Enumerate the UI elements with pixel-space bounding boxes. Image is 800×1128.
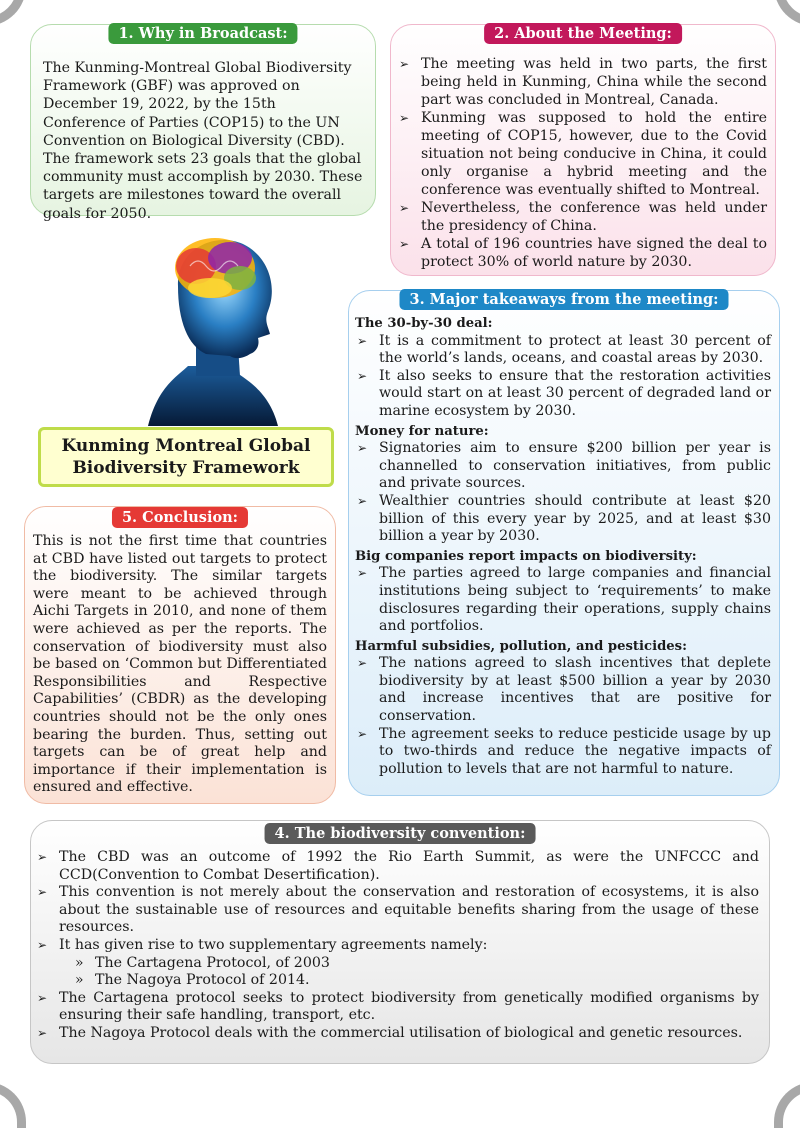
list-item: ➢ It has given rise to two supplementary agreements namely: [35,937,759,955]
bullet-list [355,655,771,778]
bullet-list [355,565,771,635]
subsection-title: Money for nature: [355,423,489,439]
sub-list-item: » The Cartagena Protocol, of 2003 [35,955,759,973]
bullet-list [397,55,767,271]
sub-list-container [35,955,759,990]
section-heading: 3. Major takeaways from the meeting: [400,289,729,310]
bullet-list [35,849,759,1043]
framework-title-line: Biodiversity Framework [72,458,300,478]
list-item: ➢ The agreement seeks to reduce pesticide usage by up to two-thirds and reduce the negative impacts of pollution to levels that are not harmful to nature. [355,726,771,779]
corner-ornament-top-right [774,0,800,26]
list-item: ➢ The parties agreed to large companies and financial institutions being subject to ‘requirements’ to make disclosures regarding their operations, supply chains and portfolios. [355,565,771,635]
section-heading: 1. Why in Broadcast: [108,23,297,44]
section-heading: 5. Conclusion: [112,507,248,528]
corner-ornament-bottom-right [774,1082,800,1128]
sub-bullet-list [35,955,759,990]
list-item: ➢ The meeting was held in two parts, the first being held in Kunming, China while the second part was concluded in Montreal, Canada. [397,55,767,109]
list-item: ➢ Signatories aim to ensure $200 billion per year is channelled to conservation initiatives, from public and private sources. [355,440,771,493]
list-item: ➢ Kunming was supposed to hold the entire meeting of COP15, however, due to the Covid situation not being conducive in China, it could only organise a hybrid meeting and the conference was eventually shifted to Montreal. [397,109,767,199]
subsection-title: Big companies report impacts on biodiversity: [355,548,697,564]
list-item: ➢ The Nagoya Protocol deals with the commercial utilisation of biological and genetic resources. [35,1025,759,1043]
list-item: ➢ A total of 196 countries have signed the deal to protect 30% of world nature by 2030. [397,235,767,271]
framework-title-line: Kunming Montreal Global [61,436,311,456]
corner-ornament-bottom-left [0,1082,26,1128]
corner-ornament-top-left [0,0,26,26]
section-heading: 4. The biodiversity convention: [265,823,536,844]
list-item: ➢ It is a commitment to protect at least 30 percent of the world’s lands, oceans, and coastal areas by 2030. [355,333,771,368]
section-text: This is not the first time that countries at CBD have listed out targets to protect the biodiversity. The similar targets were meant to be achieved through Aichi Targets in 2010, and none of them were achieved as per the reports. The conservation of biodiversity must also be based on ‘Common but Differentiated Responsibilities and Respective Capabilities’ (CBDR) as the developing countries should not be the only ones bearing the burden. Thus, setting out targets can be of great help and importance if their implementation is ensured and effective. [33,533,327,796]
section-why-in-broadcast [30,24,376,222]
bullet-list [355,440,771,546]
section-major-takeaways [348,290,780,796]
section-conclusion [24,506,336,804]
framework-title-box [38,427,334,487]
list-item: ➢ Wealthier countries should contribute at least $20 billion of this every year by 2025, and at least $30 billion a year by 2030. [355,493,771,546]
list-item: ➢ It also seeks to ensure that the restoration activities would start on at least 30 percent of degraded land or marine ecosystem by 2030. [355,368,771,421]
list-item: ➢ The nations agreed to slash incentives that deplete biodiversity by at least $500 billion a year by 2030 and increase incentives that are positive for conservation. [355,655,771,725]
bullet-list [355,333,771,421]
section-heading: 2. About the Meeting: [484,23,682,44]
sub-list-item: » The Nagoya Protocol of 2014. [35,972,759,990]
section-about-the-meeting [390,24,776,276]
section-biodiversity-convention [30,820,770,1064]
list-item: ➢ This convention is not merely about the conservation and restoration of ecosystems, it is also about the sustainable use of resources and equitable benefits sharing from the usage of these resources. [35,884,759,937]
brain-head-illustration [118,226,298,426]
subsection-title: The 30-by-30 deal: [355,316,493,331]
section-text: The Kunming-Montreal Global Biodiversity Framework (GBF) was approved on December 19, 2022, by the 15th Conference of Parties (COP15) to the UN Convention on Biological Diversity (CBD). The framework sets 23 goals that the global community must accomplish by 2030. These targets are milestones toward the overall goals for 2050. [43,60,363,222]
subsection-title: Harmful subsidies, pollution, and pesticides: [355,638,687,654]
list-item: ➢ The CBD was an outcome of 1992 the Rio Earth Summit, as were the UNFCCC and CCD(Convention to Combat Desertification). [35,849,759,884]
list-item: ➢ Nevertheless, the conference was held under the presidency of China. [397,199,767,235]
list-item: ➢ The Cartagena protocol seeks to protect biodiversity from genetically modified organisms by ensuring their safe handling, transport, etc. [35,990,759,1025]
